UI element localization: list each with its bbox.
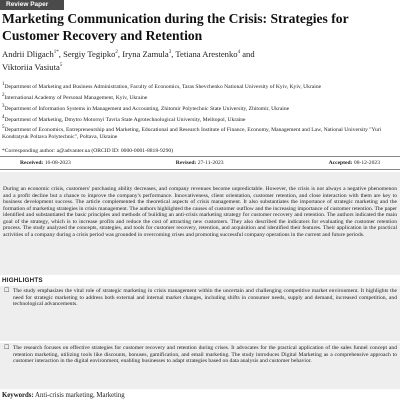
- author-name[interactable]: Tetiana Arestenko: [175, 48, 238, 59]
- author-name[interactable]: Andrii Dligach: [2, 48, 54, 59]
- corresponding-author-note[interactable]: *Corresponding author: a@advanter.ua (ORCID ID: 0000-0001-8818-9290): [2, 148, 174, 154]
- author-affiliation-mark: 1*: [53, 50, 59, 55]
- keywords-line: [2, 392, 398, 400]
- accepted-date: Accepted: 08-12-2023: [328, 160, 380, 166]
- received-date: Received: 16-08-2023: [20, 160, 71, 166]
- highlight-item: [0, 286, 400, 341]
- article-type-tag: Review Paper: [0, 0, 64, 10]
- author-name[interactable]: Viktoriia Vasiuta: [2, 62, 60, 73]
- affiliation-item: $^5$Department of Economics, Entrepreneurship and Marketing, Educational and Research Institute of Finance, Economy, Management and Law, National University "Yuri Kondratyuk Poltava Polytechnic", Poltava, Ukraine: [2, 125, 382, 141]
- affiliation-item: $^4$Department of Marketing, Dmytro Motornyi Tavria State Agrotechnological University, Melitopol, Ukraine: [2, 114, 246, 123]
- author-affiliation-mark: 3: [168, 50, 172, 55]
- affiliation-list: [2, 82, 398, 143]
- affiliation-item: $^2$International Academy of Personal Management, Kyiv, Ukraine: [2, 92, 148, 101]
- author-name[interactable]: Iryna Zamula: [122, 48, 169, 59]
- highlight-item: [0, 343, 400, 389]
- abstract: During an economic crisis, customers' purchasing ability decreases, and company revenues become unpredictable. However, the crisis is not always a negative phenomenon and a profit decline but a chance to improve the company's performance. Innovativeness, client orientation, customer retention, and close interaction with them are key to business development success. The article complemented the theoretical aspects of crisis management. It also substantiates the importance of strategic marketing and the formation of marketing strategies in crisis management. The authors highlighted the causes of customer outflow and the increasing importance of customer retention. The paper identified and substantiated the basic principles and methods of building an anti-crisis marketing strategy for customer recovery and retention. The authors indicated the main goal of the strategy, which is to increase profits and reduce the cost of attracting new customers. They also described the indicators for evaluating the customer retention process. The study analyzed the concepts, strategies, and tools for customer recovery, retention, and acquisition and identified their features. Their application in the practical activities of a company during a crisis period was grounded in overcoming crises and promoting successful company operations in the current and future periods.: [0, 172, 400, 275]
- author-affiliation-mark: 2: [115, 50, 118, 55]
- revised-date: Revised: 27-11-2023: [175, 160, 224, 166]
- affiliation-item: $^3$Department of Information Systems in Management and Accounting, Zhitomir Polytechnic State University, Zhitomir, Ukraine: [2, 103, 290, 112]
- author-name[interactable]: Sergiy Tegipko: [63, 48, 116, 59]
- article-dates-bar: [0, 156, 400, 170]
- bullet-icon: ☐: [4, 345, 10, 351]
- affiliation-item: $^1$Department of Marketing and Business Administration, Faculty of Economics, Taras Shevchenko National University of Kyiv, Kyiv, Ukraine: [2, 82, 322, 90]
- bullet-icon: ☐: [4, 288, 10, 294]
- author-affiliation-mark: 4: [237, 50, 241, 55]
- keywords-label: Keywords:: [2, 392, 34, 399]
- paper-title: Marketing Communication during the Crisis: Strategies for Customer Recovery and Retention: [2, 11, 349, 43]
- author-affiliation-mark: 5: [59, 63, 63, 69]
- author-list: Andrii Dligach$^{1*}$, Sergiy Tegipko$^2$, Iryna Zamula$^3$, Tetiana Arestenko$^4$ and Viktoriia Vasiuta$^5$: [2, 48, 255, 73]
- highlight-text: The study emphasizes the vital role of strategic marketing in crisis management within the uncertain and challenging competitive market environment. It highlights the need for strategic marketing to address both external and internal market changes, including shifts in consumer needs, supply and demand, increased competition, and technological advancements.: [13, 288, 397, 308]
- keywords-text: Anti-crisis marketing, Marketing: [35, 392, 125, 399]
- highlights-heading: HIGHLIGHTS: [2, 277, 43, 284]
- highlight-text: The research focuses on effective strategies for customer recovery and retention during crises. It advocates for the practical application of the sales funnel concept and retention marketing, utilizing tools like discounts, bonuses, gamification, and email marketing. The study introduces Digital Marketing as a comprehensive approach to customer interaction in the digital environment, enabling businesses to adapt strategies based on data analysis and customer behavior.: [13, 345, 397, 365]
